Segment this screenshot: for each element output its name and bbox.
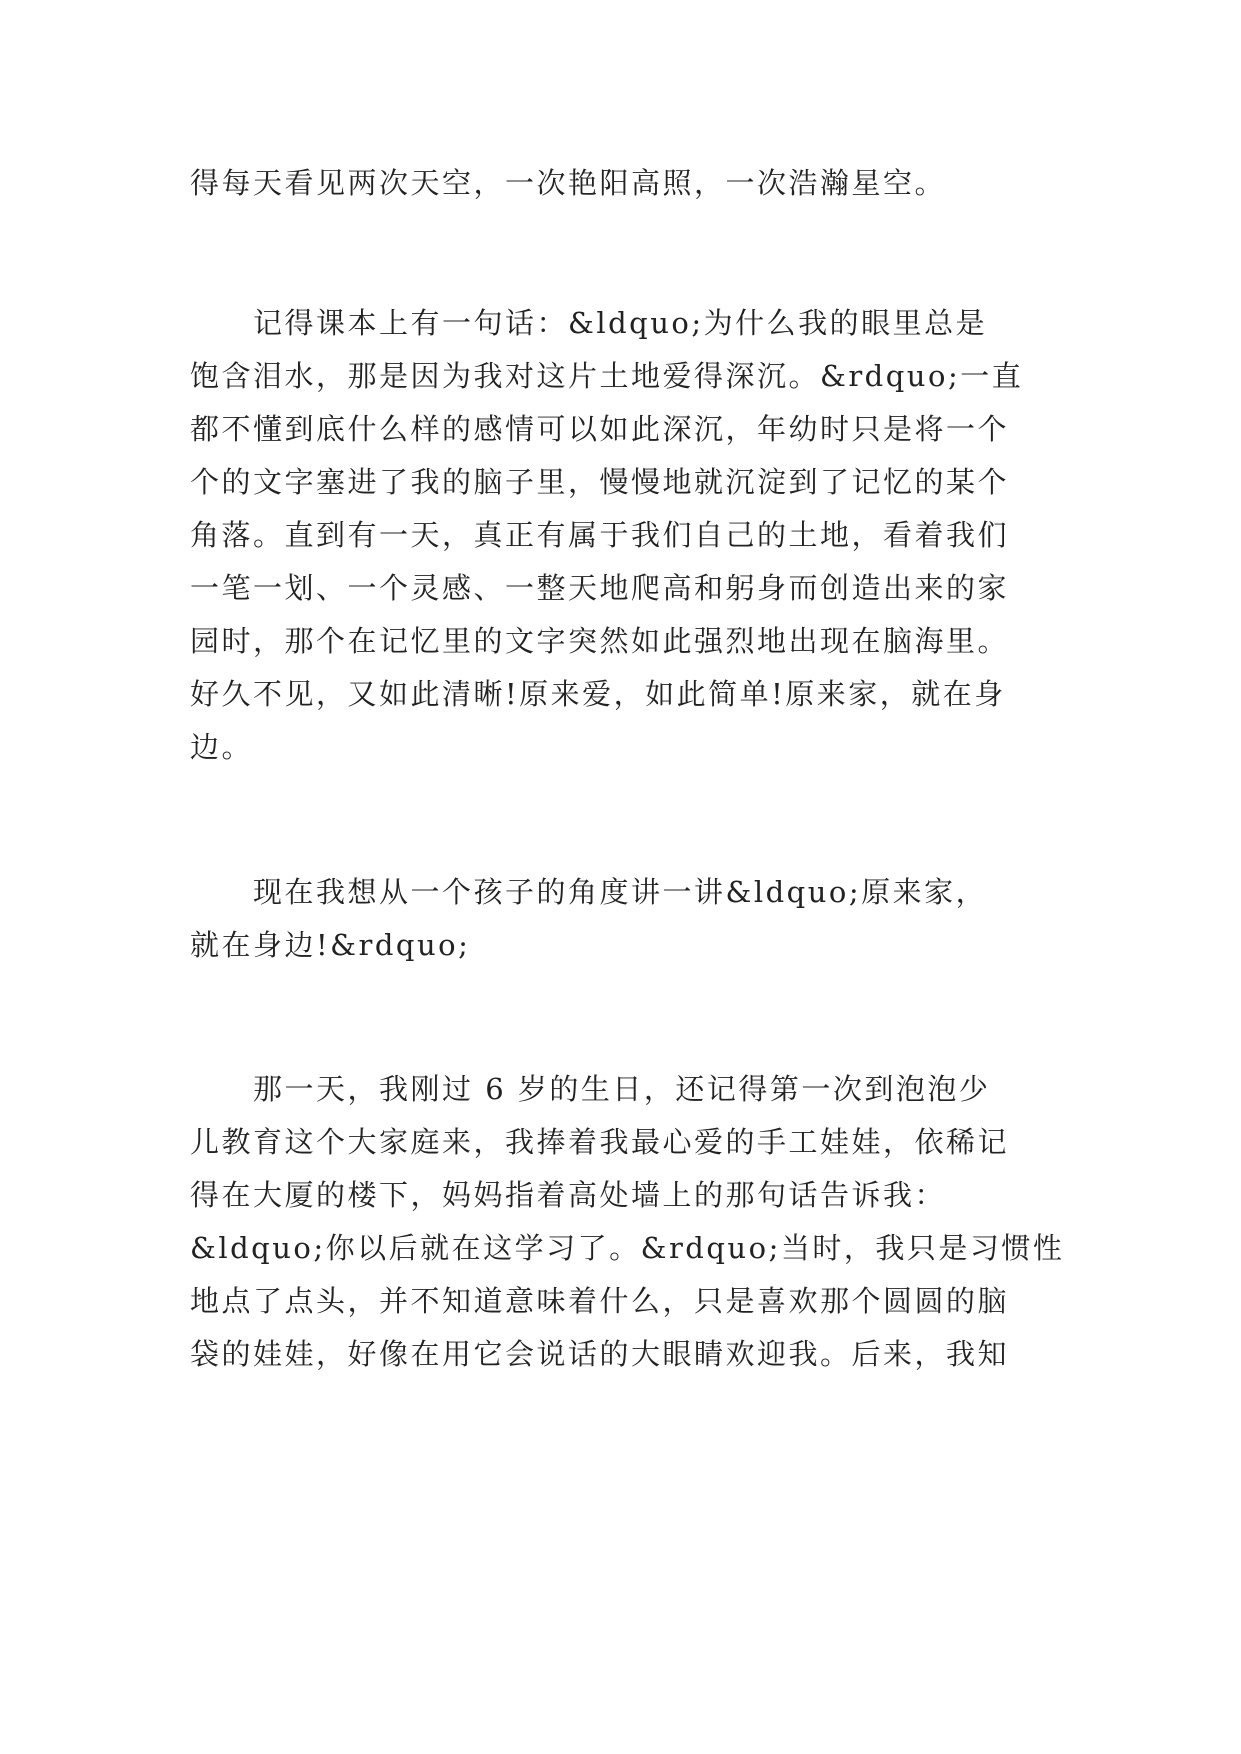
text-line: 饱含泪水，那是因为我对这片土地爱得深沉。&rdquo;一直	[190, 359, 1024, 393]
text-line: 记得课本上有一句话：&ldquo;为什么我的眼里总是	[190, 306, 988, 340]
text-line: 都不懂到底什么样的感情可以如此深沉，年幼时只是将一个	[190, 412, 1010, 446]
text-line: 园时，那个在记忆里的文字突然如此强烈地出现在脑海里。	[190, 624, 1010, 658]
text-line: 边。	[190, 730, 254, 764]
text-line: 儿教育这个大家庭来，我捧着我最心爱的手工娃娃，依稀记	[190, 1125, 1010, 1159]
text-line: 好久不见，又如此清晰!原来爱，如此简单!原来家，就在身	[190, 677, 1006, 711]
text-line: 得每天看见两次天空，一次艳阳高照，一次浩瀚星空。	[190, 166, 947, 200]
text-line: 一笔一划、一个灵感、一整天地爬高和躬身而创造出来的家	[190, 571, 1010, 605]
text-line: 袋的娃娃，好像在用它会说话的大眼睛欢迎我。后来，我知	[190, 1337, 1010, 1371]
text-line: 那一天，我刚过 6 岁的生日，还记得第一次到泡泡少	[190, 1072, 991, 1106]
text-line: 现在我想从一个孩子的角度讲一讲&ldquo;原来家，	[190, 875, 988, 909]
text-line: &ldquo;你以后就在这学习了。&rdquo;当时，我只是习惯性	[190, 1231, 1065, 1265]
text-line: 得在大厦的楼下，妈妈指着高处墙上的那句话告诉我：	[190, 1178, 947, 1212]
text-line: 地点了点头，并不知道意味着什么，只是喜欢那个圆圆的脑	[190, 1284, 1010, 1318]
text-line: 角落。直到有一天，真正有属于我们自己的土地，看着我们	[190, 518, 1010, 552]
text-line: 个的文字塞进了我的脑子里，慢慢地就沉淀到了记忆的某个	[190, 465, 1010, 499]
text-line: 就在身边!&rdquo;	[190, 928, 471, 962]
